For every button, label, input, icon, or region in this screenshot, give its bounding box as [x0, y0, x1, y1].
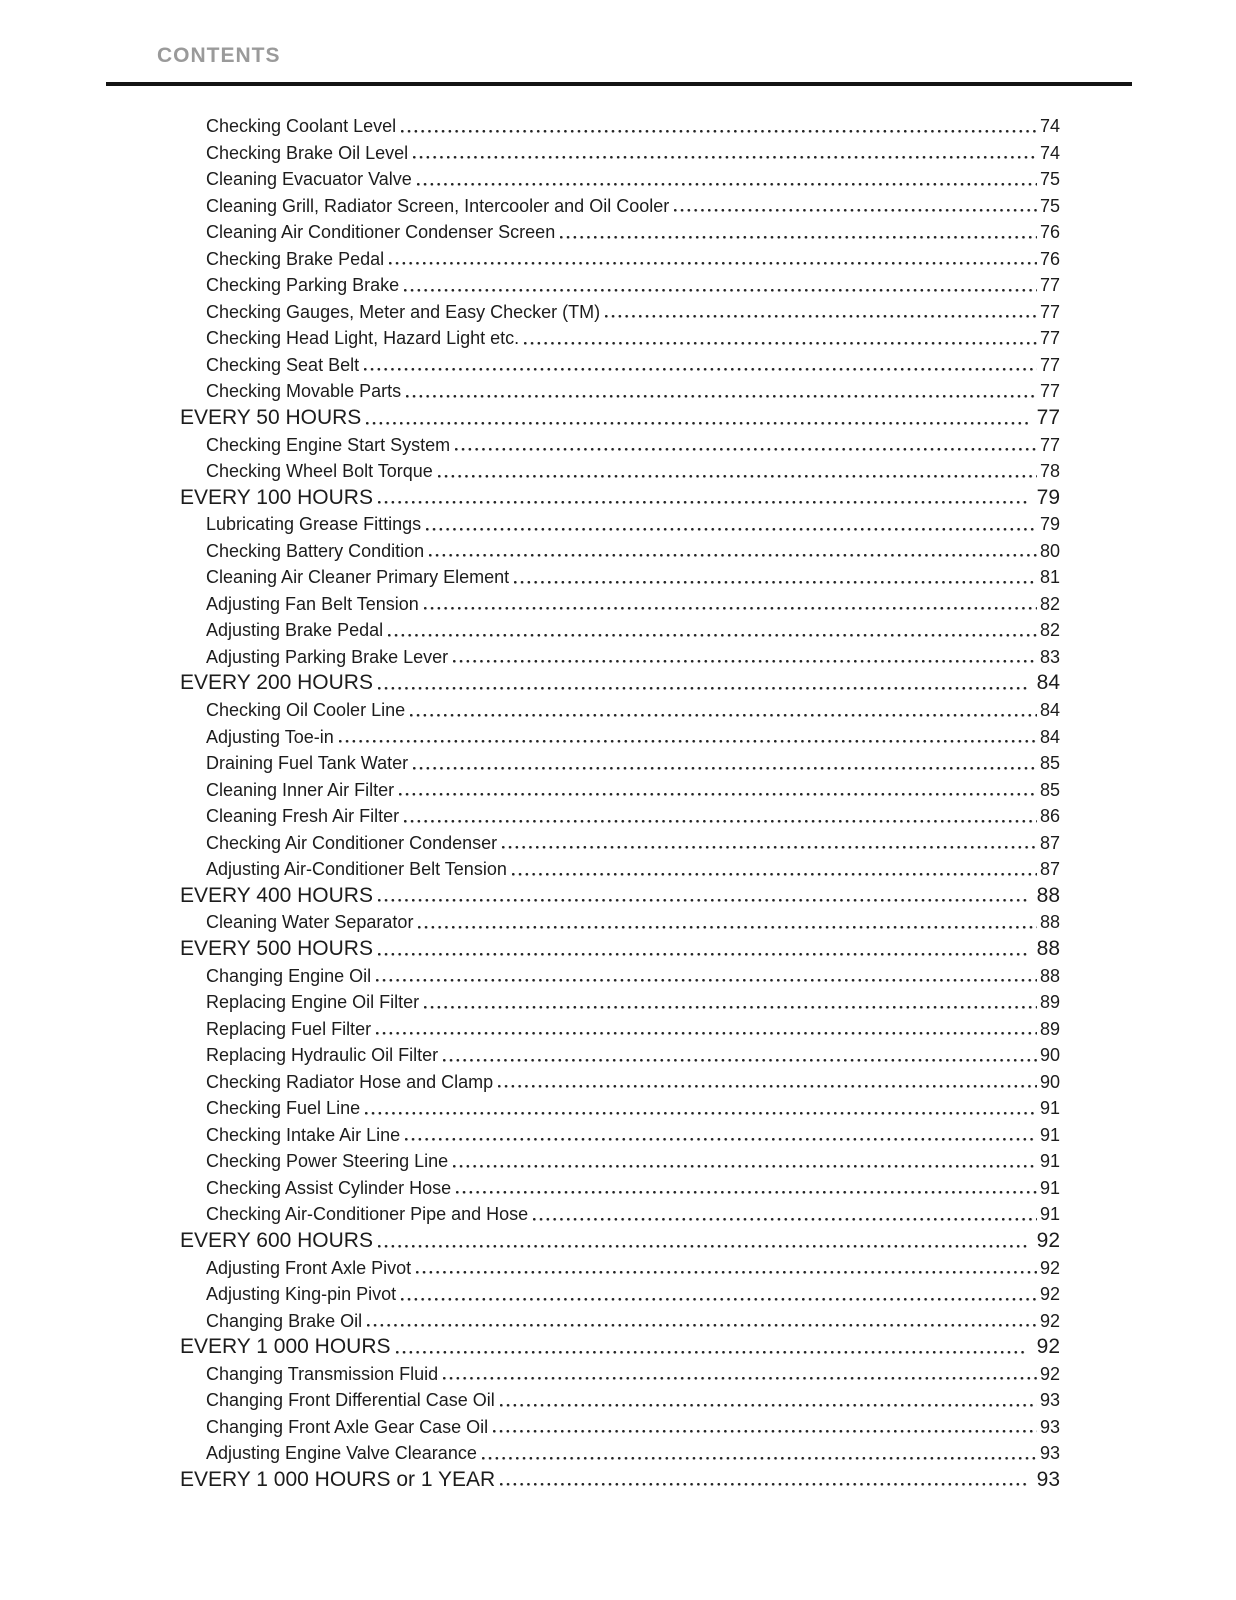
- toc-entry-page-number: 83: [1039, 646, 1060, 667]
- dot-leader: [438, 1068, 1040, 1069]
- toc-entry-label: EVERY 1 000 HOURS or 1 YEAR: [180, 1467, 496, 1491]
- dot-leader: [334, 749, 1040, 750]
- dot-leader: [373, 510, 1037, 511]
- toc-entry-page-number: 84: [1039, 700, 1060, 721]
- toc-entry-page-number: 75: [1039, 195, 1060, 216]
- dot-leader: [669, 218, 1040, 219]
- toc-entry-label: EVERY 200 HOURS: [180, 671, 373, 695]
- toc-entry-page-number: 91: [1039, 1124, 1060, 1145]
- toc-entry-label: Cleaning Water Separator: [206, 912, 414, 933]
- toc-entry-label: Checking Parking Brake: [206, 275, 400, 296]
- toc-list: [180, 113, 1060, 1493]
- dot-leader: [495, 1413, 1040, 1414]
- toc-entry-page-number: 92: [1039, 1310, 1060, 1331]
- toc-entry-page-number: 79: [1039, 514, 1060, 535]
- dot-leader: [438, 1386, 1040, 1387]
- toc-entry: [180, 1201, 1060, 1228]
- toc-entry-label: Checking Head Light, Hazard Light etc.: [206, 328, 520, 349]
- toc-entry-page-number: 75: [1039, 169, 1060, 190]
- toc-entry: [180, 325, 1060, 352]
- dot-leader: [419, 616, 1040, 617]
- toc-entry-label: EVERY 100 HOURS: [180, 485, 373, 509]
- dot-leader: [394, 802, 1040, 803]
- dot-leader: [411, 1280, 1040, 1281]
- toc-entry-label: Cleaning Grill, Radiator Screen, Intercooler and Oil Cooler: [206, 195, 670, 216]
- toc-entry-page-number: 77: [1039, 381, 1060, 402]
- dot-leader: [399, 829, 1040, 830]
- toc-section-heading: [180, 405, 1060, 432]
- toc-entry: [180, 1016, 1060, 1043]
- toc-entry: [180, 458, 1060, 485]
- toc-entry-label: Checking Assist Cylinder Hose: [206, 1177, 452, 1198]
- dot-leader: [373, 962, 1037, 963]
- toc-section-heading: [180, 670, 1060, 697]
- toc-entry-page-number: 93: [1039, 1416, 1060, 1437]
- dot-leader: [433, 484, 1040, 485]
- toc-entry-label: Cleaning Inner Air Filter: [206, 779, 395, 800]
- toc-entry-page-number: 84: [1036, 671, 1060, 695]
- toc-entry-label: Checking Wheel Bolt Torque: [206, 461, 433, 482]
- toc-entry-label: Cleaning Fresh Air Filter: [206, 806, 400, 827]
- toc-entry-page-number: 77: [1036, 406, 1060, 430]
- toc-entry: [180, 166, 1060, 193]
- toc-entry-label: Adjusting Brake Pedal: [206, 620, 384, 641]
- toc-entry: [180, 1069, 1060, 1096]
- toc-entry-page-number: 87: [1039, 859, 1060, 880]
- toc-entry-label: Checking Movable Parts: [206, 381, 402, 402]
- toc-entry-page-number: 74: [1039, 116, 1060, 136]
- dot-leader: [360, 1121, 1040, 1122]
- toc-section-heading: [180, 1334, 1060, 1361]
- toc-section-heading: [180, 883, 1060, 910]
- toc-entry: [180, 1148, 1060, 1175]
- toc-entry-page-number: 82: [1039, 620, 1060, 641]
- dot-leader: [383, 643, 1040, 644]
- toc-entry: [180, 724, 1060, 751]
- toc-entry-label: Checking Coolant Level: [206, 116, 397, 136]
- toc-entry-page-number: 88: [1039, 965, 1060, 986]
- toc-entry-label: Changing Front Differential Case Oil: [206, 1390, 495, 1411]
- toc-entry: [180, 1042, 1060, 1069]
- toc-entry: [180, 219, 1060, 246]
- dot-leader: [450, 457, 1040, 458]
- toc-entry: [180, 909, 1060, 936]
- toc-entry-label: Changing Transmission Fluid: [206, 1363, 439, 1384]
- toc-entry: [180, 538, 1060, 565]
- toc-entry-page-number: 89: [1039, 1018, 1060, 1039]
- toc-entry-page-number: 90: [1039, 1045, 1060, 1066]
- toc-entry-label: Checking Power Steering Line: [206, 1151, 449, 1172]
- toc-entry-label: Changing Brake Oil: [206, 1310, 363, 1331]
- toc-entry-label: Checking Engine Start System: [206, 434, 451, 455]
- toc-entry-page-number: 92: [1039, 1257, 1060, 1278]
- toc-entry-label: Adjusting King-pin Pivot: [206, 1284, 397, 1305]
- dot-leader: [391, 1360, 1037, 1361]
- dot-leader: [477, 1466, 1040, 1467]
- dot-leader: [497, 855, 1040, 856]
- toc-entry-page-number: 77: [1039, 328, 1060, 349]
- toc-entry: [180, 564, 1060, 591]
- toc-entry: [180, 1281, 1060, 1308]
- dot-leader: [451, 1200, 1040, 1201]
- toc-entry-label: Checking Radiator Hose and Clamp: [206, 1071, 494, 1092]
- toc-section-heading: [180, 485, 1060, 512]
- toc-entry-page-number: 91: [1039, 1177, 1060, 1198]
- toc-entry-label: Cleaning Air Conditioner Condenser Screen: [206, 222, 556, 243]
- toc-entry-page-number: 77: [1039, 301, 1060, 322]
- toc-entry-label: Checking Brake Pedal: [206, 248, 385, 269]
- dot-leader: [384, 271, 1040, 272]
- toc-entry: [180, 511, 1060, 538]
- toc-entry-label: Replacing Hydraulic Oil Filter: [206, 1045, 439, 1066]
- toc-entry-label: EVERY 500 HOURS: [180, 936, 373, 960]
- toc-entry-page-number: 82: [1039, 593, 1060, 614]
- toc-entry: [180, 1308, 1060, 1335]
- toc-entry: [180, 299, 1060, 326]
- toc-entry: [180, 352, 1060, 379]
- dot-leader: [359, 377, 1040, 378]
- dot-leader: [419, 1015, 1040, 1016]
- toc-entry-page-number: 77: [1039, 434, 1060, 455]
- toc-entry-page-number: 92: [1039, 1284, 1060, 1305]
- dot-leader: [399, 298, 1040, 299]
- dot-leader: [488, 1439, 1040, 1440]
- toc-entry: [180, 750, 1060, 777]
- toc-entry: [180, 1122, 1060, 1149]
- toc-section-heading: [180, 1228, 1060, 1255]
- toc-entry-page-number: 87: [1039, 832, 1060, 853]
- toc-entry-page-number: 77: [1039, 354, 1060, 375]
- toc-entry-label: Replacing Engine Oil Filter: [206, 992, 420, 1013]
- toc-entry-label: Checking Battery Condition: [206, 540, 425, 561]
- toc-entry: [180, 1175, 1060, 1202]
- dot-leader: [371, 1041, 1040, 1042]
- toc-entry-label: Checking Fuel Line: [206, 1098, 361, 1119]
- toc-entry-page-number: 76: [1039, 248, 1060, 269]
- toc-entry-page-number: 92: [1036, 1228, 1060, 1252]
- dot-leader: [396, 1307, 1040, 1308]
- dot-leader: [408, 776, 1040, 777]
- toc-entry-label: Adjusting Toe-in: [206, 726, 334, 747]
- toc-entry: [180, 856, 1060, 883]
- toc-entry-page-number: 88: [1039, 912, 1060, 933]
- toc-entry-label: Lubricating Grease Fittings: [206, 514, 422, 535]
- toc-entry-page-number: 91: [1039, 1098, 1060, 1119]
- toc-entry-label: Adjusting Parking Brake Lever: [206, 646, 449, 667]
- toc-entry: [180, 777, 1060, 804]
- toc-entry-page-number: 81: [1039, 567, 1060, 588]
- toc-entry-page-number: 84: [1039, 726, 1060, 747]
- toc-section-heading: [180, 936, 1060, 963]
- toc-section-heading: [180, 1467, 1060, 1494]
- dot-leader: [413, 935, 1040, 936]
- toc-entry: [180, 1387, 1060, 1414]
- dot-leader: [361, 431, 1036, 432]
- toc-entry: [180, 246, 1060, 273]
- toc-entry-page-number: 91: [1039, 1204, 1060, 1225]
- dot-leader: [371, 988, 1040, 989]
- dot-leader: [448, 669, 1040, 670]
- toc-entry-label: Cleaning Air Cleaner Primary Element: [206, 567, 510, 588]
- toc-entry-page-number: 74: [1039, 142, 1060, 163]
- toc-entry: [180, 193, 1060, 220]
- toc-entry-page-number: 85: [1039, 779, 1060, 800]
- toc-entry-page-number: 85: [1039, 753, 1060, 774]
- toc-entry-page-number: 77: [1039, 275, 1060, 296]
- toc-entry: [180, 830, 1060, 857]
- toc-entry-label: Adjusting Engine Valve Clearance: [206, 1443, 477, 1464]
- toc-entry-label: Checking Oil Cooler Line: [206, 700, 406, 721]
- toc-entry-label: Changing Engine Oil: [206, 965, 372, 986]
- toc-entry-page-number: 93: [1036, 1467, 1060, 1491]
- dot-leader: [493, 1094, 1040, 1095]
- toc-entry-page-number: 92: [1036, 1335, 1060, 1359]
- toc-entry-page-number: 79: [1036, 485, 1060, 509]
- toc-entry-page-number: 92: [1039, 1363, 1060, 1384]
- header-divider: [106, 82, 1132, 86]
- toc-entry-page-number: 76: [1039, 222, 1060, 243]
- dot-leader: [509, 590, 1040, 591]
- dot-leader: [424, 563, 1040, 564]
- toc-entry-label: Replacing Fuel Filter: [206, 1018, 372, 1039]
- toc-entry: [180, 140, 1060, 167]
- toc-entry: [180, 1095, 1060, 1122]
- toc-entry-page-number: 93: [1039, 1443, 1060, 1464]
- toc-entry-page-number: 78: [1039, 461, 1060, 482]
- toc-entry-label: EVERY 1 000 HOURS: [180, 1335, 391, 1359]
- toc-entry: [180, 697, 1060, 724]
- dot-leader: [528, 1227, 1040, 1228]
- toc-entry-label: EVERY 50 HOURS: [180, 406, 362, 430]
- toc-entry-label: Checking Air-Conditioner Pipe and Hose: [206, 1204, 529, 1225]
- toc-entry: [180, 1361, 1060, 1388]
- toc-entry-label: Adjusting Air-Conditioner Belt Tension: [206, 859, 507, 880]
- toc-entry: [180, 1440, 1060, 1467]
- toc-entry: [180, 617, 1060, 644]
- toc-entry-page-number: 90: [1039, 1071, 1060, 1092]
- toc-entry: [180, 272, 1060, 299]
- toc-entry-label: Adjusting Front Axle Pivot: [206, 1257, 412, 1278]
- dot-leader: [405, 723, 1040, 724]
- toc-entry-page-number: 93: [1039, 1390, 1060, 1411]
- toc-entry-label: Adjusting Fan Belt Tension: [206, 593, 419, 614]
- toc-entry-label: Checking Intake Air Line: [206, 1124, 401, 1145]
- toc-entry: [180, 644, 1060, 671]
- dot-leader: [401, 404, 1040, 405]
- toc-entry: [180, 803, 1060, 830]
- toc-entry: [180, 113, 1060, 140]
- toc-entry-label: Checking Gauges, Meter and Easy Checker (TM): [206, 301, 601, 322]
- toc-entry-page-number: 80: [1039, 540, 1060, 561]
- dot-leader: [400, 1147, 1040, 1148]
- dot-leader: [421, 537, 1040, 538]
- dot-leader: [555, 245, 1040, 246]
- dot-leader: [507, 882, 1040, 883]
- dot-leader: [519, 351, 1040, 352]
- toc-entry-label: Changing Front Axle Gear Case Oil: [206, 1416, 489, 1437]
- dot-leader: [408, 165, 1040, 166]
- toc-entry-page-number: 89: [1039, 992, 1060, 1013]
- toc-entry: [180, 963, 1060, 990]
- dot-leader: [373, 696, 1037, 697]
- toc-entry: [180, 378, 1060, 405]
- toc-entry-page-number: 86: [1039, 806, 1060, 827]
- dot-leader: [495, 1492, 1036, 1493]
- toc-entry-label: EVERY 400 HOURS: [180, 883, 373, 907]
- dot-leader: [448, 1174, 1040, 1175]
- toc-entry-label: Draining Fuel Tank Water: [206, 753, 409, 774]
- toc-entry-page-number: 88: [1036, 936, 1060, 960]
- toc-entry: [180, 591, 1060, 618]
- toc-entry: [180, 432, 1060, 459]
- toc-entry-page-number: 88: [1036, 883, 1060, 907]
- dot-leader: [600, 324, 1040, 325]
- toc-entry: [180, 989, 1060, 1016]
- toc-entry-label: Checking Seat Belt: [206, 354, 360, 375]
- dot-leader: [412, 192, 1040, 193]
- dot-leader: [362, 1333, 1040, 1334]
- toc-entry-label: Checking Brake Oil Level: [206, 142, 409, 163]
- toc-entry-page-number: 91: [1039, 1151, 1060, 1172]
- dot-leader: [373, 1254, 1037, 1255]
- toc-entry-label: EVERY 600 HOURS: [180, 1228, 373, 1252]
- toc-entry: [180, 1414, 1060, 1441]
- toc-entry-label: Cleaning Evacuator Valve: [206, 169, 412, 190]
- dot-leader: [396, 139, 1040, 140]
- toc-entry: [180, 1255, 1060, 1282]
- dot-leader: [373, 908, 1037, 909]
- page-header-label: CONTENTS: [157, 44, 281, 67]
- toc-entry-label: Checking Air Conditioner Condenser: [206, 832, 498, 853]
